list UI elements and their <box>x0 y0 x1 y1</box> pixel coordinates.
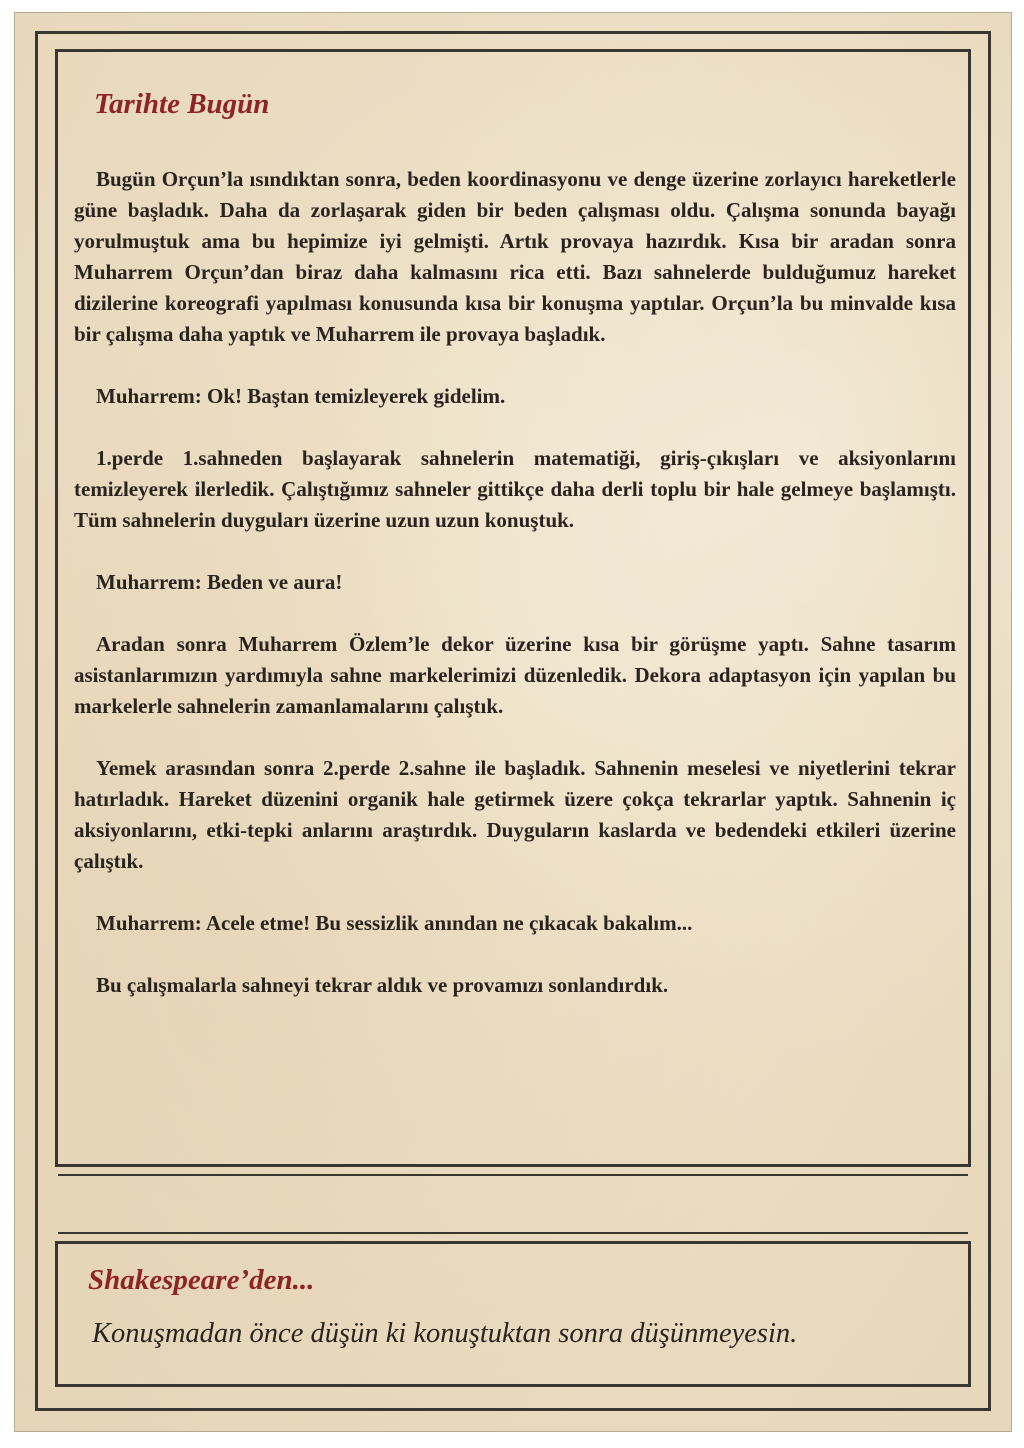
paragraph: Yemek arasından sonra 2.perde 2.sahne ile başladık. Sahnenin meselesi ve niyetlerini tekrar hatırladık. Hareket düzenini organik hale getirmek üzere çokça tekrarlar yaptık. Sahnenin iç aksiyonlarını, etki-tepki anlarını araştırdık. Duyguların kaslarda ve bedendeki etkileri üzerine çalıştık. <box>74 756 956 873</box>
article-body <box>74 164 956 1032</box>
paragraph: 1.perde 1.sahneden başlayarak sahnelerin matematiği, giriş-çıkışları ve aksiyonlarını temizleyerek ilerledik. Çalıştığımız sahneler gittikçe daha derli toplu bir hale gelmeye başlamıştı. Tüm sahnelerin duyguları üzerine uzun uzun konuştuk. <box>74 446 956 532</box>
dialogue-line: Muharrem: Acele etme! Bu sessizlik anından ne çıkacak bakalım... <box>96 911 693 935</box>
quote-text: Konuşmadan önce düşün ki konuştuktan sonra düşünmeyesin. <box>92 1318 798 1349</box>
paragraph: Bugün Orçun’la ısındıktan sonra, beden koordinasyonu ve denge üzerine zorlayıcı hareketlerle güne başladık. Daha da zorlaşarak giden bir beden çalışması oldu. Çalışma sonunda bayağı yorulmuştuk ama bu hepimize iyi gelmişti. Artık provaya hazırdık. Kısa bir aradan sonra Muharrem Orçun’dan biraz daha kalmasını rica etti. Bazı sahnelerde bulduğumuz hareket dizilerine koreografi yapılması konusunda kısa bir konuşma yaptılar. Orçun’la bu minvalde kısa bir çalışma daha yaptık ve Muharrem ile provaya başladık. <box>74 167 956 346</box>
quote-heading: Shakespeare’den... <box>88 1264 315 1296</box>
main-content-box <box>55 49 971 1167</box>
paragraph: Aradan sonra Muharrem Özlem’le dekor üzerine kısa bir görüşme yaptı. Sahne tasarım asistanlarımızın yardımıyla sahne markelerimizi düzenledik. Dekora adaptasyon için yapılan bu markelerle sahnelerin zamanlamalarını çalıştık. <box>74 632 956 718</box>
quote-box <box>55 1241 971 1387</box>
dialogue-line: Muharrem: Beden ve aura! <box>96 570 343 594</box>
page-heading: Tarihte Bugün <box>94 88 270 120</box>
dialogue-line: Muharrem: Ok! Baştan temizleyerek gidelim. <box>96 384 506 408</box>
paragraph: Bu çalışmalarla sahneyi tekrar aldık ve provamızı sonlandırdık. <box>96 973 669 997</box>
page <box>14 12 1012 1432</box>
